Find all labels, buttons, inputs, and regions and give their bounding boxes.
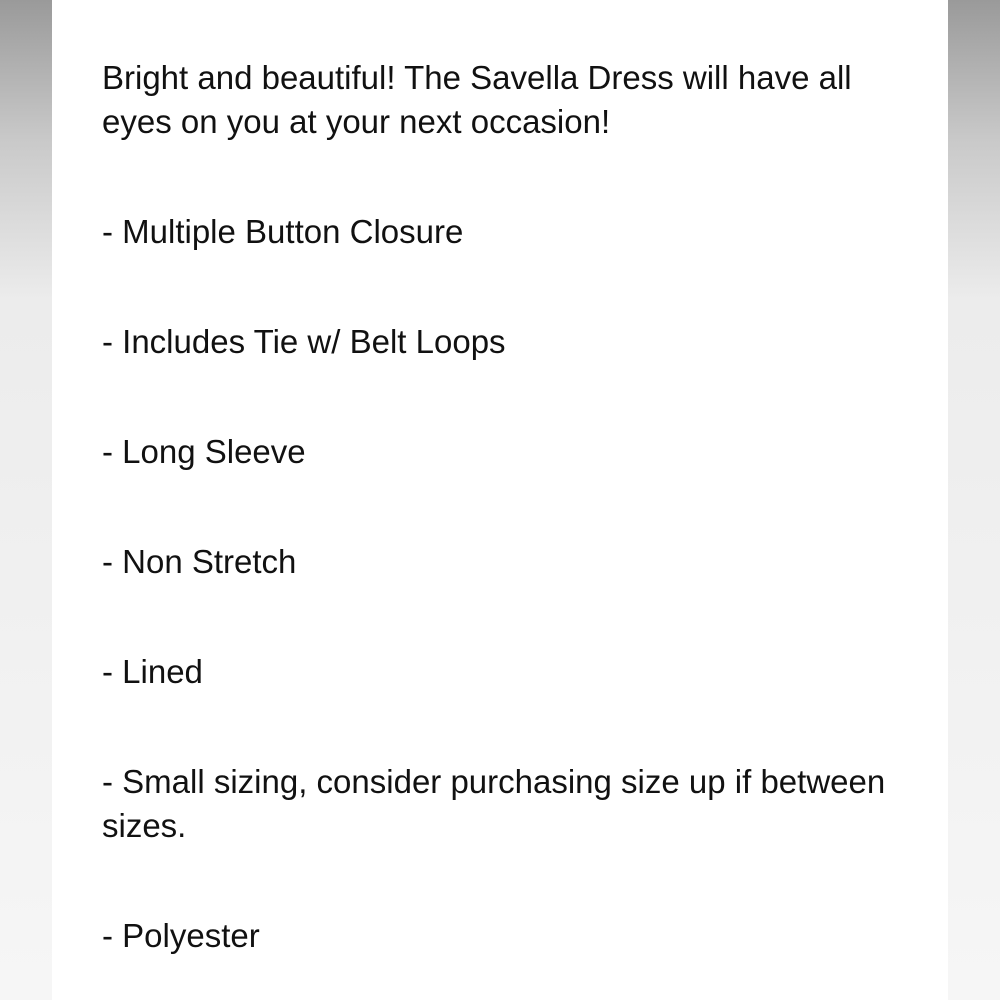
intro-text: Bright and beautiful! The Savella Dress will have all eyes on you at your next occasion!: [102, 59, 852, 140]
right-side-margin: [948, 0, 1000, 1000]
bullet-sizing: - Small sizing, consider purchasing size up if between sizes.: [102, 763, 886, 844]
bullet-tie-belt-loops: - Includes Tie w/ Belt Loops: [102, 323, 506, 360]
note-page: [52, 0, 948, 1000]
left-side-margin: [0, 0, 52, 1000]
bullet-long-sleeve: - Long Sleeve: [102, 433, 306, 470]
bullet-non-stretch: - Non Stretch: [102, 543, 297, 580]
bullet-lined: - Lined: [102, 653, 203, 690]
bullet-button-closure: - Multiple Button Closure: [102, 213, 464, 250]
bullet-polyester: - Polyester: [102, 917, 260, 954]
product-description: [102, 56, 902, 958]
